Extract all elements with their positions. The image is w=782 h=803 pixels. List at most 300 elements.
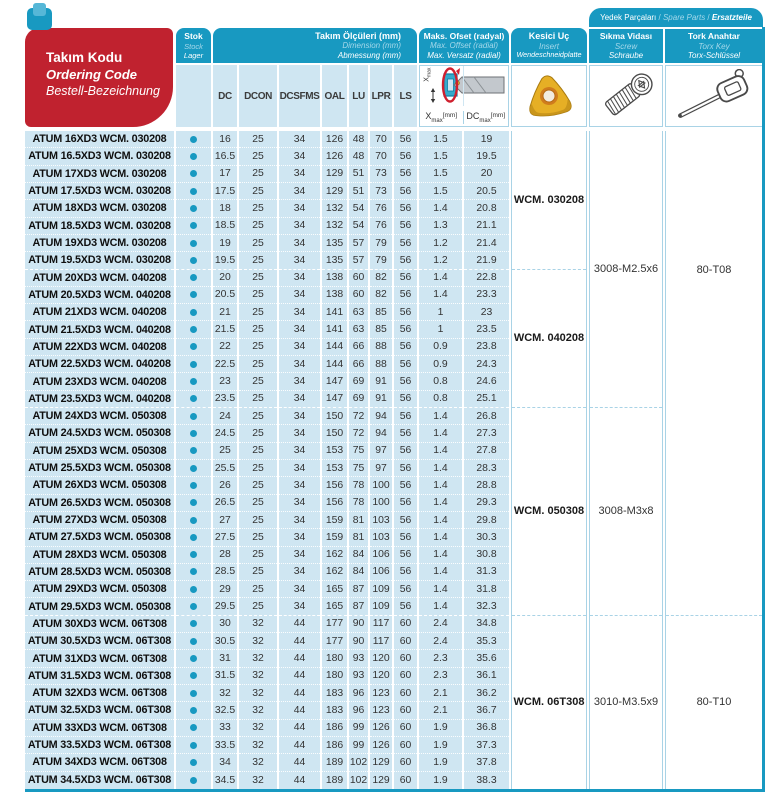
value-lpr: 106 <box>370 564 392 581</box>
value-dc: 26 <box>213 477 237 494</box>
value-dcmax: 20.5 <box>464 183 509 200</box>
stock-dot-icon <box>190 170 197 177</box>
value-xmax: 0.8 <box>419 391 462 408</box>
value-xmax: 2.3 <box>419 668 462 685</box>
stock-cell <box>176 581 211 598</box>
value-ls: 56 <box>394 131 417 148</box>
value-dcmax: 23.8 <box>464 339 509 356</box>
value-lu: 96 <box>349 685 368 702</box>
table-row <box>25 218 509 235</box>
value-lu: 84 <box>349 564 368 581</box>
stock-dot-icon <box>190 326 197 333</box>
value-lpr: 109 <box>370 598 392 615</box>
value-oal: 159 <box>322 529 347 546</box>
value-dcon: 25 <box>239 373 277 390</box>
value-lu: 69 <box>349 373 368 390</box>
value-dcmax: 23.3 <box>464 287 509 304</box>
stock-dot-icon <box>190 638 197 645</box>
value-lpr: 97 <box>370 443 392 460</box>
value-dcsfms: 34 <box>279 200 320 217</box>
stock-dot-icon <box>190 361 197 368</box>
stock-cell <box>176 339 211 356</box>
carbide-insert-icon <box>519 72 579 120</box>
col-header-lu: LU <box>349 65 368 127</box>
value-xmax: 0.9 <box>419 356 462 373</box>
value-dcon: 25 <box>239 339 277 356</box>
value-lpr: 106 <box>370 547 392 564</box>
torx-key-icon <box>669 69 759 123</box>
value-lu: 54 <box>349 218 368 235</box>
stock-dot-icon <box>190 257 197 264</box>
value-ls: 56 <box>394 460 417 477</box>
value-dcsfms: 34 <box>279 218 320 235</box>
value-lu: 63 <box>349 304 368 321</box>
ordering-code: ATUM 30.5XD3 WCM. 06T308 <box>25 633 174 650</box>
screw-label-tr: Sıkma Vidası <box>599 31 653 42</box>
value-lu: 90 <box>349 633 368 650</box>
value-oal: 186 <box>322 720 347 737</box>
dimensions-label-de: Abmessung (mm) <box>337 50 401 60</box>
stock-dot-icon <box>190 499 197 506</box>
torx-image-cell <box>665 65 763 127</box>
value-ls: 60 <box>394 754 417 771</box>
value-dcmax: 23.5 <box>464 321 509 338</box>
value-lpr: 120 <box>370 668 392 685</box>
value-lpr: 85 <box>370 321 392 338</box>
value-dcsfms: 44 <box>279 650 320 667</box>
dimension-subheader <box>176 65 417 127</box>
value-lpr: 79 <box>370 252 392 269</box>
value-ls: 56 <box>394 321 417 338</box>
value-oal: 162 <box>322 564 347 581</box>
stock-dot-icon <box>190 309 197 316</box>
value-ls: 56 <box>394 547 417 564</box>
value-dc: 20.5 <box>213 287 237 304</box>
value-oal: 144 <box>322 356 347 373</box>
value-xmax: 0.8 <box>419 373 462 390</box>
value-ls: 60 <box>394 772 417 789</box>
value-lu: 99 <box>349 737 368 754</box>
value-dc: 22 <box>213 339 237 356</box>
value-lpr: 94 <box>370 425 392 442</box>
stock-cell <box>176 183 211 200</box>
value-lu: 75 <box>349 443 368 460</box>
max-offset-label-tr: Maks. Ofset (radyal) <box>423 30 505 41</box>
value-dcon: 25 <box>239 391 277 408</box>
value-dcon: 32 <box>239 650 277 667</box>
table-row <box>25 287 509 304</box>
value-dcsfms: 34 <box>279 460 320 477</box>
value-oal: 180 <box>322 650 347 667</box>
stock-cell <box>176 356 211 373</box>
value-ls: 60 <box>394 737 417 754</box>
rows <box>25 131 509 789</box>
value-ls: 56 <box>394 425 417 442</box>
value-dcmax: 30.3 <box>464 529 509 546</box>
value-dcsfms: 44 <box>279 772 320 789</box>
table-right-border <box>762 27 765 792</box>
value-dcon: 25 <box>239 148 277 165</box>
table-row <box>25 373 509 390</box>
ordering-code: ATUM 18.5XD3 WCM. 030208 <box>25 218 174 235</box>
value-lu: 57 <box>349 252 368 269</box>
stock-dot-icon <box>190 413 197 420</box>
value-dcsfms: 34 <box>279 373 320 390</box>
value-dc: 29.5 <box>213 598 237 615</box>
stock-label-en: Stock <box>184 41 203 51</box>
stock-dot-icon <box>190 568 197 575</box>
ordering-code: ATUM 21.5XD3 WCM. 040208 <box>25 321 174 338</box>
value-dcon: 25 <box>239 529 277 546</box>
value-xmax: 1.4 <box>419 598 462 615</box>
value-dc: 25 <box>213 443 237 460</box>
bookmark-tab-inner <box>33 3 46 16</box>
ordering-code: ATUM 26XD3 WCM. 050308 <box>25 477 174 494</box>
stock-cell <box>176 218 211 235</box>
value-oal: 177 <box>322 616 347 633</box>
stock-dot-icon <box>190 534 197 541</box>
value-lpr: 70 <box>370 148 392 165</box>
table-row <box>25 529 509 546</box>
value-ls: 56 <box>394 477 417 494</box>
ordering-code: ATUM 30XD3 WCM. 06T308 <box>25 616 174 633</box>
value-dc: 24 <box>213 408 237 425</box>
table-row <box>25 772 509 789</box>
value-oal: 165 <box>322 598 347 615</box>
insert-code-cell: WCM. 030208 <box>512 131 586 270</box>
ordering-code: ATUM 34.5XD3 WCM. 06T308 <box>25 772 174 789</box>
value-oal: 129 <box>322 166 347 183</box>
insert-column-header <box>511 28 587 63</box>
value-xmax: 1 <box>419 304 462 321</box>
value-lu: 75 <box>349 460 368 477</box>
value-xmax: 1.3 <box>419 218 462 235</box>
value-dc: 19 <box>213 235 237 252</box>
value-dcsfms: 34 <box>279 270 320 287</box>
value-dcsfms: 34 <box>279 547 320 564</box>
table-row <box>25 252 509 269</box>
value-lpr: 76 <box>370 218 392 235</box>
value-dcon: 25 <box>239 425 277 442</box>
value-lu: 93 <box>349 650 368 667</box>
value-dcsfms: 34 <box>279 564 320 581</box>
value-oal: 189 <box>322 772 347 789</box>
col-header-dcsfms: DCSFMS <box>279 65 320 127</box>
value-dcsfms: 34 <box>279 391 320 408</box>
value-ls: 56 <box>394 200 417 217</box>
value-oal: 165 <box>322 581 347 598</box>
table-row <box>25 720 509 737</box>
ordering-code: ATUM 27XD3 WCM. 050308 <box>25 512 174 529</box>
value-dcon: 32 <box>239 772 277 789</box>
value-oal: 138 <box>322 287 347 304</box>
value-ls: 56 <box>394 564 417 581</box>
value-dcmax: 27.3 <box>464 425 509 442</box>
value-oal: 162 <box>322 547 347 564</box>
value-dcmax: 28.8 <box>464 477 509 494</box>
stock-dot-icon <box>190 672 197 679</box>
value-dcmax: 21.4 <box>464 235 509 252</box>
stock-dot-icon <box>190 551 197 558</box>
stock-cell <box>176 252 211 269</box>
value-dcmax: 34.8 <box>464 616 509 633</box>
ordering-code-title-tr: Takım Kodu <box>46 50 123 65</box>
value-ls: 60 <box>394 702 417 719</box>
bookmark-tab-icon <box>27 8 52 30</box>
value-oal: 186 <box>322 737 347 754</box>
value-ls: 56 <box>394 356 417 373</box>
table-row <box>25 685 509 702</box>
value-dc: 20 <box>213 270 237 287</box>
value-oal: 150 <box>322 408 347 425</box>
stock-cell <box>176 702 211 719</box>
value-dcsfms: 44 <box>279 737 320 754</box>
screw-label-de: Schraube <box>608 51 644 61</box>
value-dcmax: 24.3 <box>464 356 509 373</box>
table-row <box>25 495 509 512</box>
value-lpr: 100 <box>370 477 392 494</box>
ordering-code: ATUM 22.5XD3 WCM. 040208 <box>25 356 174 373</box>
value-lu: 96 <box>349 702 368 719</box>
value-lpr: 82 <box>370 270 392 287</box>
value-dcon: 25 <box>239 443 277 460</box>
table-row <box>25 425 509 442</box>
value-xmax: 1.5 <box>419 131 462 148</box>
value-dcmax: 24.6 <box>464 373 509 390</box>
stock-cell <box>176 373 211 390</box>
stock-subheader-cell <box>176 65 211 127</box>
insert-code-column <box>511 131 587 789</box>
value-lu: 66 <box>349 339 368 356</box>
value-lu: 48 <box>349 131 368 148</box>
stock-cell <box>176 737 211 754</box>
ordering-code: ATUM 33.5XD3 WCM. 06T308 <box>25 737 174 754</box>
ordering-code: ATUM 29.5XD3 WCM. 050308 <box>25 598 174 615</box>
table-row <box>25 131 509 148</box>
value-oal: 153 <box>322 443 347 460</box>
value-dcon: 25 <box>239 512 277 529</box>
offset-column-labels <box>420 111 508 124</box>
value-xmax: 1.4 <box>419 443 462 460</box>
value-xmax: 2.4 <box>419 633 462 650</box>
value-oal: 156 <box>322 495 347 512</box>
value-dcon: 25 <box>239 183 277 200</box>
value-dc: 16 <box>213 131 237 148</box>
ordering-code: ATUM 19.5XD3 WCM. 030208 <box>25 252 174 269</box>
value-lu: 81 <box>349 512 368 529</box>
value-lpr: 91 <box>370 373 392 390</box>
value-lpr: 103 <box>370 529 392 546</box>
value-dcsfms: 44 <box>279 668 320 685</box>
value-xmax: 2.1 <box>419 685 462 702</box>
value-dcmax: 36.1 <box>464 668 509 685</box>
ordering-code: ATUM 27.5XD3 WCM. 050308 <box>25 529 174 546</box>
value-lpr: 109 <box>370 581 392 598</box>
value-dc: 34 <box>213 754 237 771</box>
ordering-code: ATUM 20XD3 WCM. 040208 <box>25 270 174 287</box>
table-row <box>25 668 509 685</box>
stock-cell <box>176 235 211 252</box>
value-dcon: 25 <box>239 287 277 304</box>
col-header-oal: OAL <box>322 65 347 127</box>
value-dcsfms: 34 <box>279 148 320 165</box>
value-ls: 56 <box>394 581 417 598</box>
offset-diagram-xmax-label: $X_{max}$ <box>423 67 433 82</box>
stock-cell <box>176 598 211 615</box>
stock-dot-icon <box>190 153 197 160</box>
value-dcmax: 31.3 <box>464 564 509 581</box>
value-dcsfms: 44 <box>279 702 320 719</box>
value-dcon: 32 <box>239 633 277 650</box>
torx-code-column <box>665 131 763 789</box>
value-xmax: 1.4 <box>419 425 462 442</box>
value-dcon: 25 <box>239 356 277 373</box>
value-dc: 32 <box>213 685 237 702</box>
value-xmax: 1.9 <box>419 737 462 754</box>
value-dcsfms: 34 <box>279 408 320 425</box>
insert-label-en: Insert <box>538 41 559 51</box>
value-oal: 132 <box>322 218 347 235</box>
screw-code-column <box>589 131 663 789</box>
insert-code-cell: WCM. 040208 <box>512 270 586 409</box>
table-row <box>25 408 509 425</box>
value-dcon: 25 <box>239 581 277 598</box>
value-dc: 23.5 <box>213 391 237 408</box>
stock-dot-icon <box>190 742 197 749</box>
value-dc: 30.5 <box>213 633 237 650</box>
stock-dot-icon <box>190 136 197 143</box>
value-dcsfms: 44 <box>279 616 320 633</box>
stock-dot-icon <box>190 759 197 766</box>
max-offset-header <box>419 28 509 63</box>
value-oal: 147 <box>322 373 347 390</box>
torx-column-header <box>665 29 763 63</box>
torx-label-tr: Tork Anahtar <box>688 31 740 42</box>
value-dc: 28.5 <box>213 564 237 581</box>
value-oal: 150 <box>322 425 347 442</box>
value-ls: 56 <box>394 270 417 287</box>
value-dcmax: 22.8 <box>464 270 509 287</box>
value-lpr: 103 <box>370 512 392 529</box>
value-lu: 51 <box>349 166 368 183</box>
value-dcon: 25 <box>239 200 277 217</box>
ordering-code: ATUM 34XD3 WCM. 06T308 <box>25 754 174 771</box>
value-dcon: 32 <box>239 616 277 633</box>
table-row <box>25 598 509 615</box>
value-dcmax: 36.7 <box>464 702 509 719</box>
stock-cell <box>176 547 211 564</box>
value-xmax: 1.4 <box>419 460 462 477</box>
stock-cell <box>176 287 211 304</box>
table-row <box>25 321 509 338</box>
value-lpr: 73 <box>370 183 392 200</box>
screw-icon <box>593 69 659 123</box>
stock-cell <box>176 495 211 512</box>
table-row <box>25 477 509 494</box>
stock-dot-icon <box>190 465 197 472</box>
value-xmax: 2.4 <box>419 616 462 633</box>
value-dcmax: 19 <box>464 131 509 148</box>
stock-cell <box>176 321 211 338</box>
value-ls: 60 <box>394 720 417 737</box>
stock-cell <box>176 460 211 477</box>
value-dcsfms: 34 <box>279 425 320 442</box>
table-row <box>25 460 509 477</box>
ordering-code: ATUM 16XD3 WCM. 030208 <box>25 131 174 148</box>
value-lu: 69 <box>349 391 368 408</box>
value-dc: 26.5 <box>213 495 237 512</box>
value-ls: 60 <box>394 668 417 685</box>
value-xmax: 1.4 <box>419 581 462 598</box>
value-xmax: 1.4 <box>419 287 462 304</box>
value-lpr: 85 <box>370 304 392 321</box>
value-dcon: 25 <box>239 166 277 183</box>
stock-column-header <box>176 28 211 63</box>
value-lu: 102 <box>349 772 368 789</box>
col-header-dc: DC <box>213 65 237 127</box>
stock-cell <box>176 616 211 633</box>
value-dcmax: 19.5 <box>464 148 509 165</box>
value-lu: 84 <box>349 547 368 564</box>
ordering-code: ATUM 29XD3 WCM. 050308 <box>25 581 174 598</box>
value-ls: 56 <box>394 287 417 304</box>
value-xmax: 1.2 <box>419 235 462 252</box>
value-xmax: 1.4 <box>419 564 462 581</box>
value-dc: 27.5 <box>213 529 237 546</box>
value-oal: 132 <box>322 200 347 217</box>
value-dcmax: 28.3 <box>464 460 509 477</box>
insert-code-cell: WCM. 06T308 <box>513 696 585 709</box>
spare-parts-tr: Yedek Parçaları <box>600 13 657 22</box>
value-dcsfms: 34 <box>279 495 320 512</box>
table-bottom-border <box>25 789 765 792</box>
stock-dot-icon <box>190 603 197 610</box>
value-dc: 28 <box>213 547 237 564</box>
stock-label-tr: Stok <box>184 31 203 42</box>
value-lu: 99 <box>349 720 368 737</box>
value-xmax: 1.2 <box>419 252 462 269</box>
value-dcsfms: 34 <box>279 252 320 269</box>
ordering-code: ATUM 22XD3 WCM. 040208 <box>25 339 174 356</box>
value-dc: 31 <box>213 650 237 667</box>
value-xmax: 1.5 <box>419 183 462 200</box>
stock-dot-icon <box>190 343 197 350</box>
value-oal: 126 <box>322 131 347 148</box>
ordering-code: ATUM 16.5XD3 WCM. 030208 <box>25 148 174 165</box>
col-header-dcon: DCON <box>239 65 277 127</box>
value-lu: 54 <box>349 200 368 217</box>
value-lpr: 129 <box>370 754 392 771</box>
value-ls: 56 <box>394 598 417 615</box>
value-lu: 57 <box>349 235 368 252</box>
ordering-code: ATUM 31.5XD3 WCM. 06T308 <box>25 668 174 685</box>
value-xmax: 1.4 <box>419 477 462 494</box>
screw-image-cell <box>589 65 663 127</box>
value-dcsfms: 34 <box>279 131 320 148</box>
value-ls: 60 <box>394 650 417 667</box>
ordering-code: ATUM 32.5XD3 WCM. 06T308 <box>25 702 174 719</box>
value-lpr: 88 <box>370 339 392 356</box>
value-lu: 60 <box>349 270 368 287</box>
value-lpr: 88 <box>370 356 392 373</box>
value-dcmax: 35.3 <box>464 633 509 650</box>
table-row <box>25 391 509 408</box>
value-ls: 56 <box>394 373 417 390</box>
value-dcsfms: 34 <box>279 581 320 598</box>
value-ls: 56 <box>394 408 417 425</box>
value-dcmax: 32.3 <box>464 598 509 615</box>
stock-dot-icon <box>190 430 197 437</box>
